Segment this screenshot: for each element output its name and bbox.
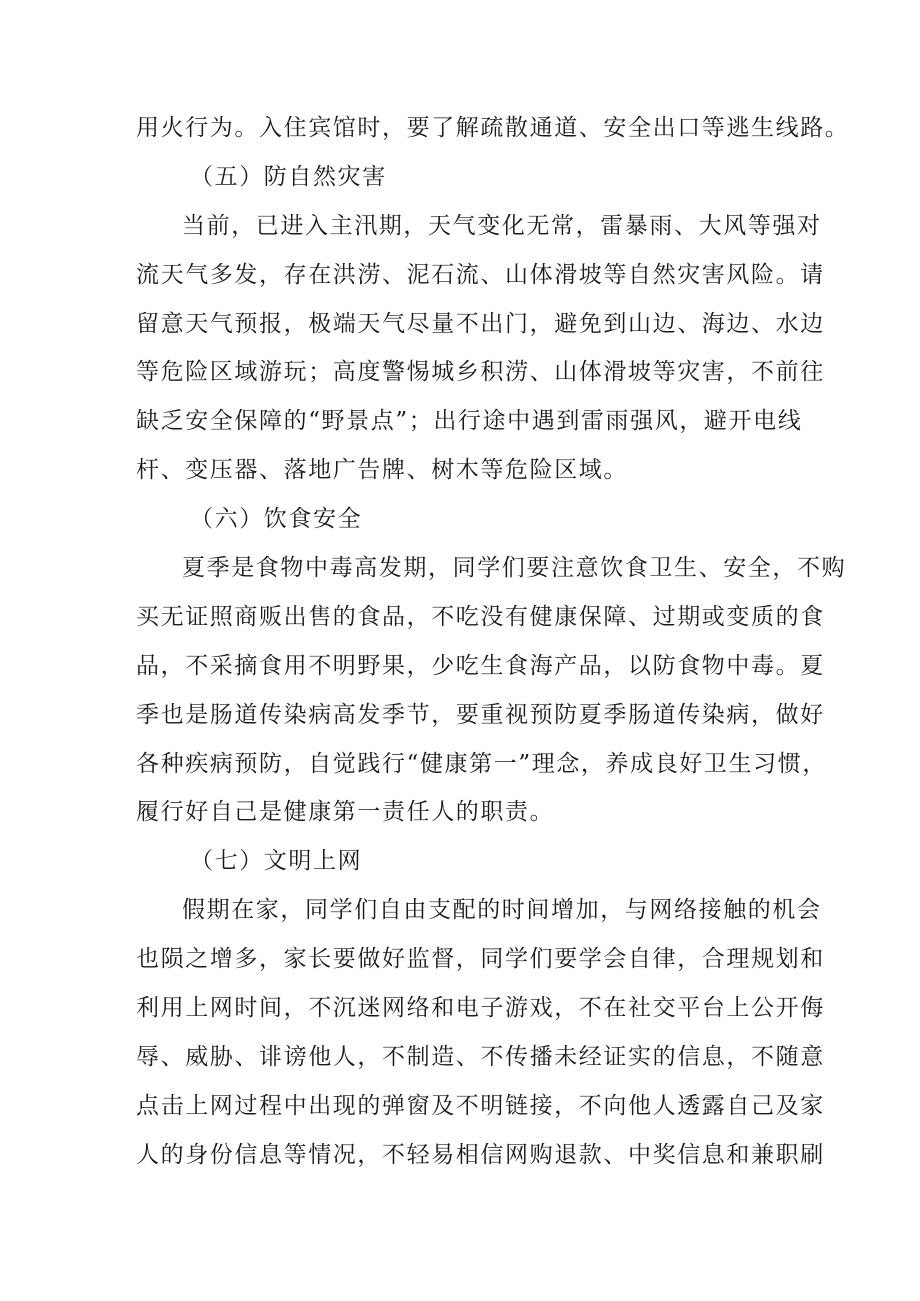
paragraph-line: 用火行为。入住宾馆时，要了解疏散通道、安全出口等逃生线路。 (136, 115, 850, 141)
paragraph-line: 当前，已进入主汛期，天气变化无常，雷暴雨、大风等强对 (182, 212, 822, 239)
paragraph-line: 利用上网时间，不沉迷网络和电子游戏，不在社交平台上公开侮 (136, 995, 825, 1022)
paragraph-line: 买无证照商贩出售的食品，不吃没有健康保障、过期或变质的食 (136, 603, 825, 630)
paragraph-line: 季也是肠道传染病高发季节，要重视预防夏季肠道传染病，做好 (136, 701, 825, 728)
paragraph-line: 假期在家，同学们自由支配的时间增加，与网络接触的机会 (182, 897, 822, 924)
paragraph-line: 也陨之增多，家长要做好监督，同学们要学会自律，合理规划和 (136, 946, 825, 973)
section-heading-5: （五）防自然灾害 (190, 163, 387, 190)
document-body (136, 104, 850, 1180)
paragraph-line: 杆、变压器、落地广告牌、树木等危险区域。 (136, 457, 628, 484)
paragraph-line: 点击上网过程中出现的弹窗及不明链接，不向他人透露自己及家 (136, 1092, 825, 1119)
paragraph-line: 人的身份信息等情况，不轻易相信网购退款、中奖信息和兼职刷 (136, 1141, 825, 1168)
paragraph-line: 辱、威胁、诽谤他人，不制造、不传播未经证实的信息，不随意 (136, 1043, 825, 1070)
section-heading-6: （六）饮食安全 (190, 506, 363, 533)
paragraph-line: 夏季是食物中毒高发期，同学们要注意饮食卫生、安全，不购 (182, 555, 847, 582)
paragraph-line: 缺乏安全保障的“野景点”；出行途中遇到雷雨强风，避开电线 (136, 408, 803, 435)
paragraph-line: 履行好自己是健康第一责任人的职责。 (136, 799, 555, 826)
paragraph-line: 等危险区域游玩；高度警惕城乡积涝、山体滑坡等灾害，不前往 (136, 359, 825, 386)
paragraph-line: 流天气多发，存在洪涝、泥石流、山体滑坡等自然灾害风险。请 (136, 261, 825, 288)
paragraph-line: 品，不采摘食用不明野果，少吃生食海产品，以防食物中毒。夏 (136, 652, 825, 679)
paragraph-line: 各种疾病预防，自觉践行“健康第一”理念，养成良好卫生习惯， (136, 750, 827, 777)
paragraph-line: 留意天气预报，极端天气尽量不出门，避免到山边、海边、水边 (136, 310, 825, 337)
section-heading-7: （七）文明上网 (190, 848, 363, 875)
